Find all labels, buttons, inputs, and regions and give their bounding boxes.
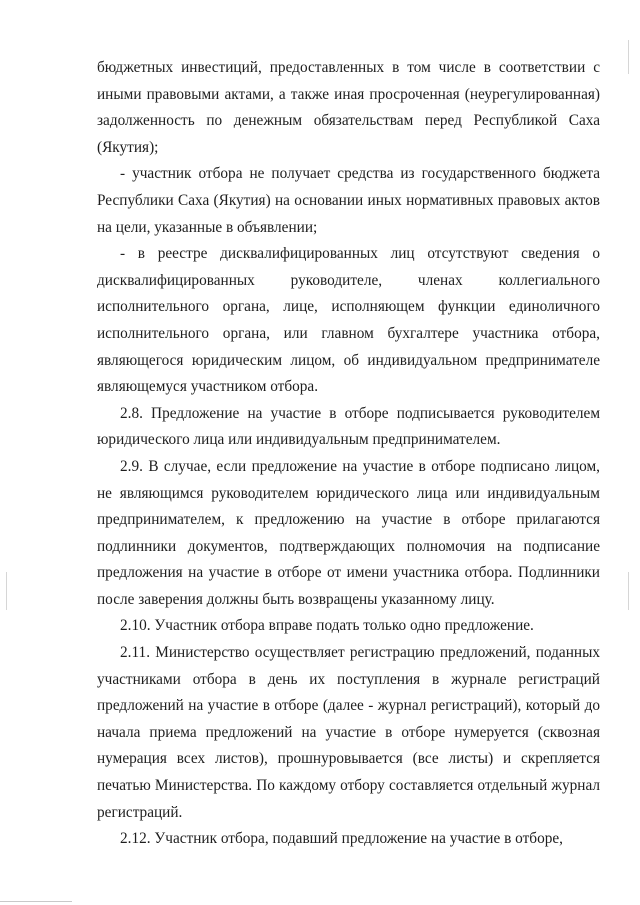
scan-bottom-rule <box>0 901 72 902</box>
scan-edge-mark-middle <box>628 572 629 610</box>
paragraph-2-10: 2.10. Участник отбора вправе подать только одно предложение. <box>120 617 534 635</box>
paragraph-2-9: 2.9. В случае, если предложение на участие в отборе подписано лицом, не являющимся руководителем юридического лица или индивидуальным предпринимателем, к предложению на участие в отборе прилагаются подлинники документов, подтверждающих полномочия на подписание предложения на участие в отборе от имени участника отбора. Подлинники после заверения должны быть возвращены указанному лицу. <box>97 457 600 608</box>
paragraph-2-12: 2.12. Участник отбора, подавший предложение на участие в отборе, <box>120 830 563 848</box>
paragraph-2-11: 2.11. Министерство осуществляет регистрацию предложений, поданных участниками отбора в день их поступления в журнале регистраций предложений на участие в отборе (далее - журнал регистраций), который до начала приема предложений на участие в отборе нумеруется (сквозная нумерация всех листов), прошнуровывается (все листы) и скрепляется печатью Министерства. По каждому отбору составляется отдельный журнал регистраций. <box>97 644 600 821</box>
scan-edge-mark-left <box>6 572 7 610</box>
scan-edge-mark-top <box>628 40 629 74</box>
paragraph-budget-funds-clause: - участник отбора не получает средства из государственного бюджета Республики Саха (Якутия) на основании иных нормативных правовых актов на цели, указанные в объявлении; <box>97 165 600 236</box>
document-page <box>97 55 600 853</box>
paragraph-2-8: 2.8. Предложение на участие в отборе подписывается руководителем юридического лица или индивидуальным предпринимателем. <box>97 404 600 449</box>
paragraph-debt-clause: бюджетных инвестиций, предоставленных в том числе в соответствии с иными правовыми актами, а также иная просроченная (неурегулированная) задолженность по денежным обязательствам перед Республикой Саха (Якутия); <box>97 59 600 156</box>
paragraph-disqualified-persons-clause: - в реестре дисквалифицированных лиц отсутствуют сведения о дисквалифицированных руководителе, членах коллегиального исполнительного органа, лице, исполняющем функции единоличного исполнительного органа, или главном бухгалтере участника отбора, являющегося юридическим лицом, об индивидуальном предпринимателе являющемуся участником отбора. <box>97 245 600 396</box>
